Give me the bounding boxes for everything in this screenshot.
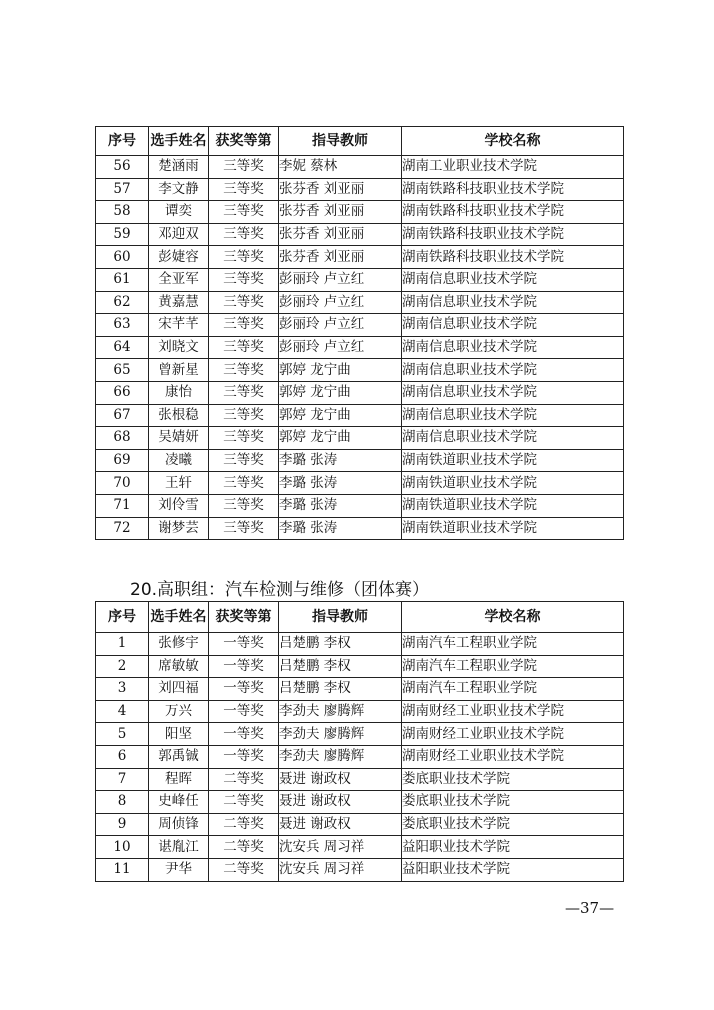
cell-teachers: 李劲夫 廖腾辉: [279, 745, 402, 768]
cell-contestant: 刘四福: [149, 678, 209, 701]
cell-school: 娄底职业技术学院: [402, 768, 624, 791]
award-table-1: [95, 126, 624, 540]
table-header-row: [96, 127, 624, 156]
cell-teachers: 郭婷 龙宁曲: [279, 427, 402, 450]
col-header-name: 选手姓名: [149, 602, 209, 633]
cell-number: 59: [96, 223, 149, 246]
cell-school: 湖南信息职业技术学院: [402, 404, 624, 427]
cell-award: 一等奖: [209, 678, 279, 701]
cell-contestant: 全亚军: [149, 268, 209, 291]
cell-number: 11: [96, 858, 149, 881]
cell-award: 二等奖: [209, 791, 279, 814]
cell-school: 湖南信息职业技术学院: [402, 427, 624, 450]
cell-teachers: 张芬香 刘亚丽: [279, 223, 402, 246]
cell-number: 1: [96, 633, 149, 656]
cell-teachers: 李璐 张涛: [279, 472, 402, 495]
cell-teachers: 吕楚鹏 李权: [279, 633, 402, 656]
cell-award: 三等奖: [209, 359, 279, 382]
cell-teachers: 彭丽玲 卢立红: [279, 268, 402, 291]
table-row: [96, 223, 624, 246]
award-table-2-body: [96, 633, 624, 882]
cell-teachers: 彭丽玲 卢立红: [279, 336, 402, 359]
cell-teachers: 聂进 谢政权: [279, 768, 402, 791]
cell-number: 58: [96, 201, 149, 224]
cell-number: 64: [96, 336, 149, 359]
cell-teachers: 郭婷 龙宁曲: [279, 381, 402, 404]
col-header-number: 序号: [96, 602, 149, 633]
table-row: [96, 700, 624, 723]
col-header-school: 学校名称: [402, 602, 624, 633]
award-table-2: [95, 601, 624, 882]
cell-contestant: 谢梦芸: [149, 517, 209, 540]
cell-teachers: 李璐 张涛: [279, 494, 402, 517]
cell-award: 三等奖: [209, 336, 279, 359]
table-row: [96, 858, 624, 881]
cell-number: 68: [96, 427, 149, 450]
cell-award: 一等奖: [209, 633, 279, 656]
cell-contestant: 刘晓文: [149, 336, 209, 359]
cell-school: 湖南汽车工程职业学院: [402, 678, 624, 701]
table-row: [96, 791, 624, 814]
col-header-teacher: 指导教师: [279, 602, 402, 633]
cell-number: 69: [96, 449, 149, 472]
cell-school: 益阳职业技术学院: [402, 836, 624, 859]
cell-contestant: 彭婕容: [149, 246, 209, 269]
cell-school: 娄底职业技术学院: [402, 813, 624, 836]
table-row: [96, 494, 624, 517]
cell-award: 二等奖: [209, 858, 279, 881]
cell-contestant: 康怡: [149, 381, 209, 404]
cell-contestant: 黄嘉慧: [149, 291, 209, 314]
col-header-name: 选手姓名: [149, 127, 209, 156]
cell-teachers: 沈安兵 周习祥: [279, 836, 402, 859]
cell-award: 二等奖: [209, 813, 279, 836]
cell-school: 湖南信息职业技术学院: [402, 291, 624, 314]
cell-number: 56: [96, 156, 149, 179]
table-header-row: [96, 602, 624, 633]
cell-school: 湖南信息职业技术学院: [402, 314, 624, 337]
cell-number: 2: [96, 655, 149, 678]
cell-teachers: 李劲夫 廖腾辉: [279, 700, 402, 723]
cell-award: 三等奖: [209, 178, 279, 201]
table-row: [96, 427, 624, 450]
cell-teachers: 张芬香 刘亚丽: [279, 246, 402, 269]
cell-school: 湖南信息职业技术学院: [402, 359, 624, 382]
table-row: [96, 745, 624, 768]
cell-award: 一等奖: [209, 723, 279, 746]
cell-school: 湖南铁路科技职业技术学院: [402, 201, 624, 224]
cell-contestant: 席敏敏: [149, 655, 209, 678]
cell-number: 4: [96, 700, 149, 723]
cell-number: 72: [96, 517, 149, 540]
cell-teachers: 吕楚鹏 李权: [279, 655, 402, 678]
cell-teachers: 张芬香 刘亚丽: [279, 201, 402, 224]
cell-award: 三等奖: [209, 246, 279, 269]
cell-teachers: 郭婷 龙宁曲: [279, 359, 402, 382]
table-row: [96, 156, 624, 179]
cell-contestant: 阳坚: [149, 723, 209, 746]
cell-teachers: 沈安兵 周习祥: [279, 858, 402, 881]
cell-contestant: 史峰任: [149, 791, 209, 814]
cell-award: 三等奖: [209, 449, 279, 472]
cell-award: 三等奖: [209, 381, 279, 404]
cell-number: 5: [96, 723, 149, 746]
cell-number: 60: [96, 246, 149, 269]
cell-contestant: 楚涵雨: [149, 156, 209, 179]
cell-school: 湖南铁道职业技术学院: [402, 449, 624, 472]
cell-number: 9: [96, 813, 149, 836]
cell-teachers: 彭丽玲 卢立红: [279, 291, 402, 314]
cell-contestant: 张根稳: [149, 404, 209, 427]
table-row: [96, 472, 624, 495]
col-header-award: 获奖等第: [209, 602, 279, 633]
cell-contestant: 曾新星: [149, 359, 209, 382]
cell-award: 三等奖: [209, 472, 279, 495]
table-row: [96, 449, 624, 472]
table-row: [96, 517, 624, 540]
cell-contestant: 郭禹铖: [149, 745, 209, 768]
table-row: [96, 381, 624, 404]
cell-school: 娄底职业技术学院: [402, 791, 624, 814]
cell-number: 10: [96, 836, 149, 859]
cell-school: 湖南铁路科技职业技术学院: [402, 178, 624, 201]
table-row: [96, 201, 624, 224]
cell-teachers: 李劲夫 廖腾辉: [279, 723, 402, 746]
cell-award: 三等奖: [209, 201, 279, 224]
cell-number: 61: [96, 268, 149, 291]
cell-teachers: 李璐 张涛: [279, 517, 402, 540]
cell-contestant: 周侦锋: [149, 813, 209, 836]
cell-school: 湖南信息职业技术学院: [402, 268, 624, 291]
cell-teachers: 聂进 谢政权: [279, 813, 402, 836]
cell-contestant: 谌胤江: [149, 836, 209, 859]
table-row: [96, 836, 624, 859]
cell-award: 三等奖: [209, 291, 279, 314]
cell-award: 一等奖: [209, 700, 279, 723]
cell-teachers: 彭丽玲 卢立红: [279, 314, 402, 337]
cell-award: 一等奖: [209, 655, 279, 678]
cell-number: 70: [96, 472, 149, 495]
cell-school: 湖南铁道职业技术学院: [402, 494, 624, 517]
table-row: [96, 291, 624, 314]
cell-number: 63: [96, 314, 149, 337]
table-row: [96, 655, 624, 678]
cell-teachers: 李妮 蔡林: [279, 156, 402, 179]
cell-school: 湖南工业职业技术学院: [402, 156, 624, 179]
table-row: [96, 359, 624, 382]
cell-award: 三等奖: [209, 156, 279, 179]
cell-number: 66: [96, 381, 149, 404]
cell-school: 益阳职业技术学院: [402, 858, 624, 881]
table-row: [96, 314, 624, 337]
table-row: [96, 633, 624, 656]
cell-contestant: 王轩: [149, 472, 209, 495]
table-row: [96, 813, 624, 836]
cell-award: 三等奖: [209, 223, 279, 246]
table-row: [96, 246, 624, 269]
table-row: [96, 678, 624, 701]
cell-award: 三等奖: [209, 494, 279, 517]
cell-school: 湖南财经工业职业技术学院: [402, 745, 624, 768]
cell-school: 湖南铁路科技职业技术学院: [402, 223, 624, 246]
cell-teachers: 吕楚鹏 李权: [279, 678, 402, 701]
cell-number: 7: [96, 768, 149, 791]
section-title: 20.高职组：汽车检测与维修（团体赛）: [130, 580, 430, 600]
table-row: [96, 768, 624, 791]
table-row: [96, 723, 624, 746]
cell-school: 湖南财经工业职业技术学院: [402, 700, 624, 723]
col-header-number: 序号: [96, 127, 149, 156]
cell-contestant: 凌曦: [149, 449, 209, 472]
cell-school: 湖南财经工业职业技术学院: [402, 723, 624, 746]
cell-number: 71: [96, 494, 149, 517]
cell-contestant: 刘伶雪: [149, 494, 209, 517]
cell-teachers: 张芬香 刘亚丽: [279, 178, 402, 201]
cell-contestant: 程晖: [149, 768, 209, 791]
cell-school: 湖南信息职业技术学院: [402, 336, 624, 359]
table-row: [96, 404, 624, 427]
cell-school: 湖南铁路科技职业技术学院: [402, 246, 624, 269]
cell-award: 二等奖: [209, 768, 279, 791]
cell-award: 三等奖: [209, 427, 279, 450]
cell-contestant: 吴婧妍: [149, 427, 209, 450]
cell-award: 三等奖: [209, 314, 279, 337]
cell-school: 湖南信息职业技术学院: [402, 381, 624, 404]
cell-school: 湖南铁道职业技术学院: [402, 517, 624, 540]
page-number: —37—: [565, 899, 615, 917]
award-table-1-body: [96, 156, 624, 540]
table-row: [96, 178, 624, 201]
cell-contestant: 尹华: [149, 858, 209, 881]
cell-teachers: 聂进 谢政权: [279, 791, 402, 814]
cell-school: 湖南汽车工程职业学院: [402, 633, 624, 656]
cell-award: 二等奖: [209, 836, 279, 859]
col-header-school: 学校名称: [402, 127, 624, 156]
table-row: [96, 336, 624, 359]
cell-teachers: 李璐 张涛: [279, 449, 402, 472]
cell-teachers: 郭婷 龙宁曲: [279, 404, 402, 427]
cell-number: 8: [96, 791, 149, 814]
cell-contestant: 邓迎双: [149, 223, 209, 246]
cell-school: 湖南汽车工程职业学院: [402, 655, 624, 678]
cell-number: 3: [96, 678, 149, 701]
cell-number: 57: [96, 178, 149, 201]
cell-number: 65: [96, 359, 149, 382]
cell-award: 三等奖: [209, 517, 279, 540]
cell-award: 三等奖: [209, 268, 279, 291]
cell-contestant: 万兴: [149, 700, 209, 723]
cell-number: 6: [96, 745, 149, 768]
cell-award: 三等奖: [209, 404, 279, 427]
cell-award: 一等奖: [209, 745, 279, 768]
cell-contestant: 张修宇: [149, 633, 209, 656]
table-row: [96, 268, 624, 291]
cell-contestant: 谭奕: [149, 201, 209, 224]
col-header-award: 获奖等第: [209, 127, 279, 156]
cell-number: 62: [96, 291, 149, 314]
cell-contestant: 李文静: [149, 178, 209, 201]
col-header-teacher: 指导教师: [279, 127, 402, 156]
cell-contestant: 宋芊芊: [149, 314, 209, 337]
cell-number: 67: [96, 404, 149, 427]
cell-school: 湖南铁道职业技术学院: [402, 472, 624, 495]
